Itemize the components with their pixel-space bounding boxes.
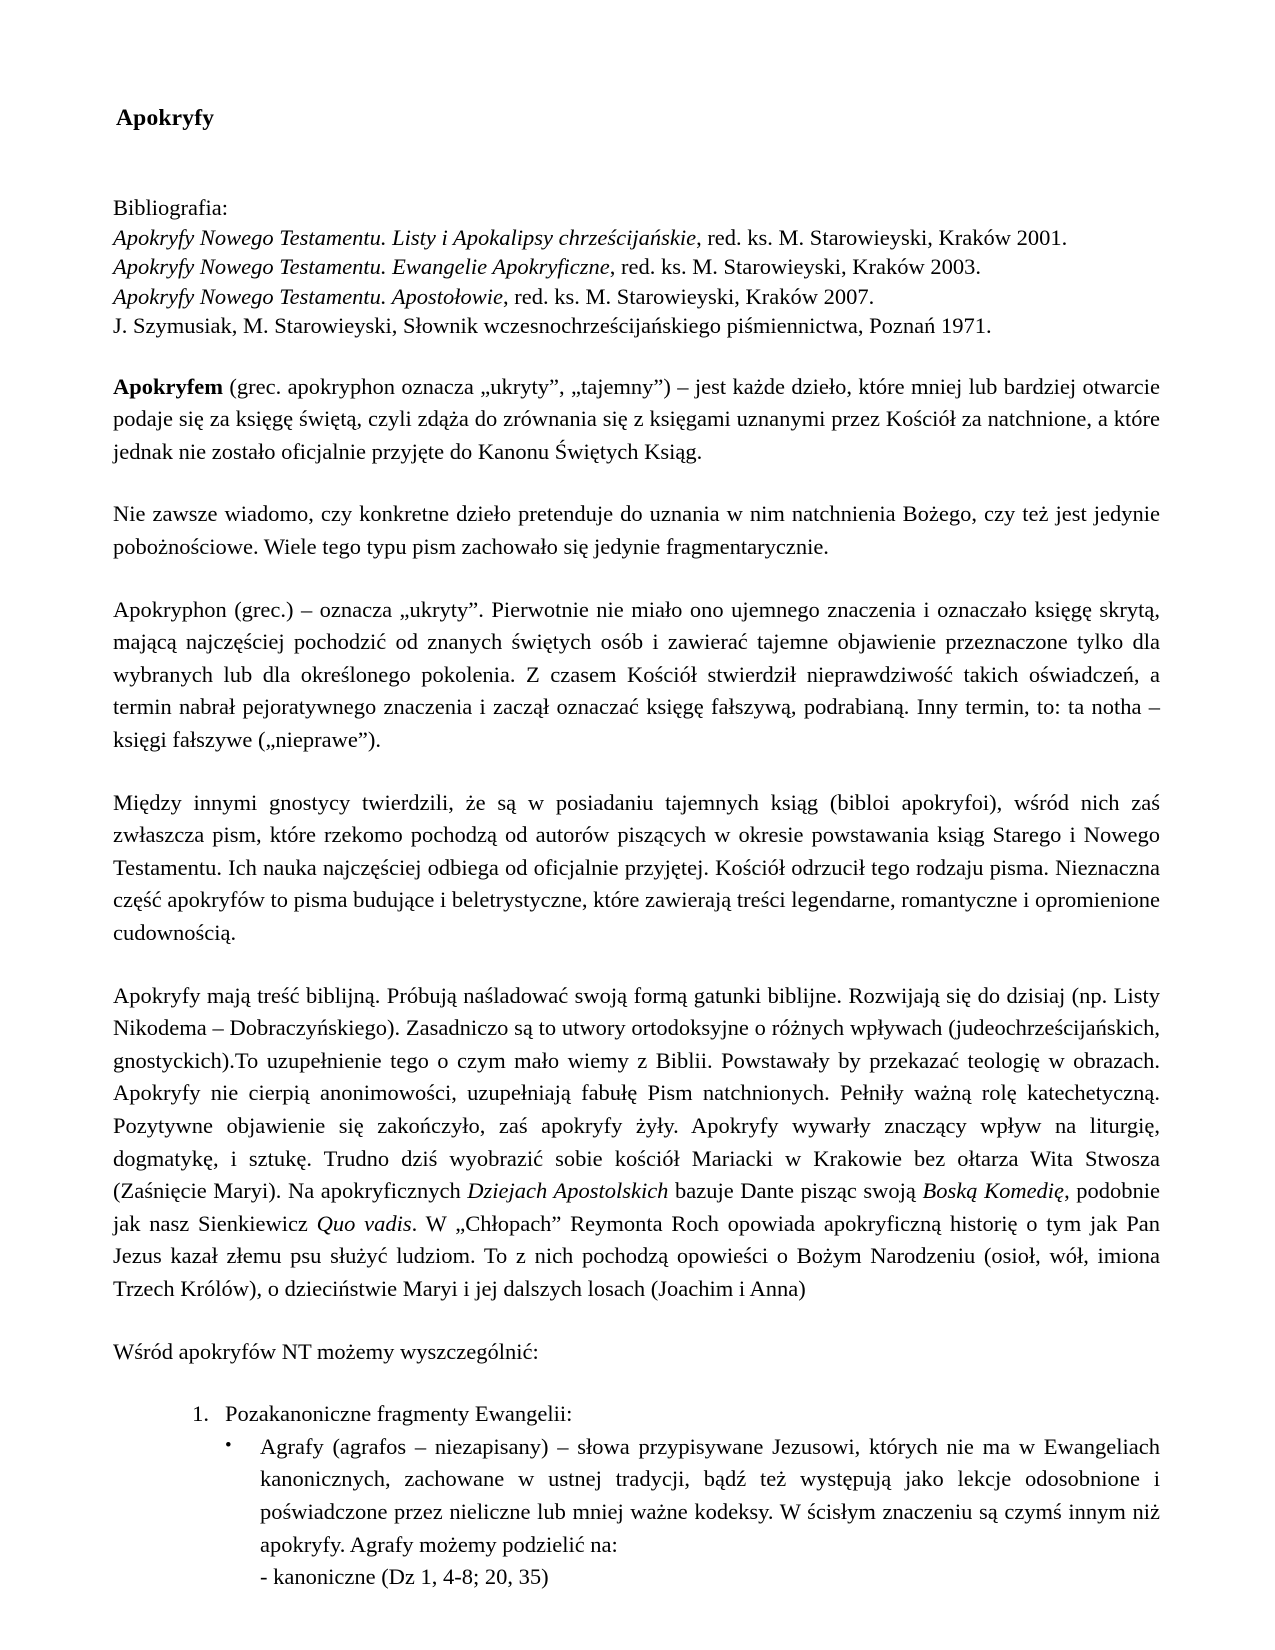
page-title: Apokryfy [116, 105, 215, 131]
paragraph-apokryphon: Apokryphon (grec.) – oznacza „ukryty”. Pierwotnie nie miało ono ujemnego znaczenia i oznaczało księgę skrytą, mającą najczęściej pochodzić od znanych świętych osób i zawierać tajemne objawienie przeznaczone tylko dla wybranych lub dla określonego pokolenia. Z czasem Kościół stwierdził nieprawdziwość takich oświadczeń, a termin nabrał pejoratywnego znaczenia i zaczął oznaczać księgę fałszywą, podrabianą. Inny termin, to: ta notha – księgi fałszywe („nieprawe”). [113, 596, 1160, 753]
apokryfem-body: (grec. apokryphon oznacza „ukryty”, „tajemny”) – jest każde dzieło, które mniej lub bardziej otwarcie podaje się za księgę świętą, czyli zdąża do zrównania się z księgami uznanymi przez Kościół za natchnione, a które jednak nie zostało oficjalnie przyjęte do Kanonu Świętych Ksiąg. [113, 373, 1160, 464]
paragraph-gap [113, 950, 1160, 980]
paragraph-apokryfem [113, 371, 1160, 469]
title-spacer [113, 132, 1160, 193]
paragraph-wsrod-apokryfow: Wśród apokryfów NT możemy wyszczególnić: [113, 1338, 539, 1364]
bibliography-entry-rest: , red. ks. M. Starowieyski, Kraków 2007. [502, 283, 875, 309]
work-title-dzieje-apostolskie: Dziejach Apostolskich [467, 1178, 669, 1204]
bibliography-entry [113, 223, 1160, 253]
paragraph-gap [113, 757, 1160, 787]
bibliography-entry-rest: J. Szymusiak, M. Starowieyski, Słownik wczesnochrześcijańskiego piśmiennictwa, Poznań 1971. [113, 313, 992, 339]
list-item-label: Pozakanoniczne fragmenty Ewangelii: [225, 1401, 573, 1427]
bibliography-entry [113, 311, 1160, 341]
apokryfem-lead-word: Apokryfem [113, 373, 223, 399]
bullet-list-item [225, 1431, 1160, 1594]
bullet-list [225, 1431, 1160, 1594]
numbered-list [113, 1398, 1160, 1594]
tresc-biblijna-part1: Apokryfy mają treść biblijną. Próbują naśladować swoją formą gatunki biblijne. Rozwijają się do dzisiaj (np. Listy Nikodema – Dobraczyńskiego). Zasadniczo są to utwory ortodoksyjne o różnych wpływach (judeochrześcijańskich, gnostyckich).To uzupełnienie tego o czym mało wiemy z Biblii. Powstawały by przekazać teologię w obrazach. Apokryfy nie cierpią anonimowości, uzupełniają fabułę Pism natchnionych. Pełniły ważną rolę katechetyczną. Pozytywne objawienie się zakończyło, zaś apokryfy żyły. Apokryfy wywarły znaczący wpływ na liturgię, dogmatykę, i sztukę. Trudno dziś wyobrazić sobie kościół Mariacki w Krakowie bez ołtarza Wita Stwosza (Zaśnięcie Maryi). Na apokryficznych [113, 982, 1160, 1204]
paragraph-gnostycy: Między innymi gnostycy twierdzili, że są w posiadaniu tajemnych ksiąg (bibloi apokryfoi), wśród nich zaś zwłaszcza pism, które rzekomo pochodzą od autorów piszących w okresie powstawania ksiąg Starego i Nowego Testamentu. Ich nauka najczęściej odbiega od oficjalnie przyjętej. Kościół odrzucił tego rodzaju pisma. Nieznaczna część apokryfów to pisma budujące i beletrystyczne, które zawierają treści legendarne, romantyczne i opromienione cudownością. [113, 789, 1160, 945]
paragraph-gap [113, 1306, 1160, 1336]
tresc-biblijna-part3: , podobnie jak nasz Sienkiewicz [113, 1178, 1161, 1236]
list-gap [113, 1368, 1160, 1398]
bibliography-entry-rest: , red. ks. M. Starowieyski, Kraków 2001. [696, 224, 1068, 250]
list-item [113, 1398, 1160, 1594]
section-gap [113, 341, 1160, 371]
paragraph-gap [113, 468, 1160, 498]
bibliography-entry-title: Apokryfy Nowego Testamentu. Ewangelie Apokryficzne [113, 254, 610, 280]
list-item-number: 1. [192, 1401, 209, 1427]
tresc-biblijna-part4: . W „Chłopach” Reymonta Roch opowiada apokryficzną historię o tym jak Pan Jezus kazał złemu psu służyć ludziom. To z nich pochodzą opowieści o Bożym Narodzeniu (osioł, wół, imiona Trzech Królów), o dzieciństwie Maryi i jej dalszych losach (Joachim i Anna) [113, 1210, 1160, 1301]
work-title-boska-komedia: Boską Komedię [922, 1178, 1065, 1204]
bibliography-entry [113, 282, 1160, 312]
bibliography-entry [113, 252, 1160, 282]
bibliography-heading: Bibliografia: [113, 195, 228, 221]
bibliography-block [113, 193, 1160, 341]
bullet-text: Agrafy (agrafos – niezapisany) – słowa przypisywane Jezusowi, których nie ma w Ewangeliach kanonicznych, zachowane w ustnej tradycji, bądź też występują jako lekcje odosobnione i poświadczone przez nieliczne lub mniej ważne kodeksy. W ścisłym znaczeniu są czymś innym niż apokryfy. Agrafy możemy podzielić na: [260, 1433, 1160, 1557]
paragraph-nie-zawsze: Nie zawsze wiadomo, czy konkretne dzieło pretenduje do uznania w nim natchnienia Bożego, czy też jest jedynie pobożnościowe. Wiele tego typu pism zachowało się jedynie fragmentarycznie. [113, 501, 1160, 560]
work-title-quo-vadis: Quo vadis [316, 1210, 412, 1236]
bibliography-entry-rest: , red. ks. M. Starowieyski, Kraków 2003. [609, 254, 982, 280]
bibliography-entry-title: Apokryfy Nowego Testamentu. Listy i Apokalipsy chrześcijańskie [113, 224, 697, 250]
bibliography-entry-title: Apokryfy Nowego Testamentu. Apostołowie [113, 283, 503, 309]
bullet-subline: - kanoniczne (Dz 1, 4-8; 20, 35) [260, 1564, 549, 1590]
paragraph-tresc-biblijna [113, 980, 1160, 1306]
tresc-biblijna-part2: bazuje Dante pisząc swoją [668, 1178, 923, 1204]
paragraph-gap [113, 564, 1160, 594]
bullet-icon: • [225, 1434, 232, 1456]
